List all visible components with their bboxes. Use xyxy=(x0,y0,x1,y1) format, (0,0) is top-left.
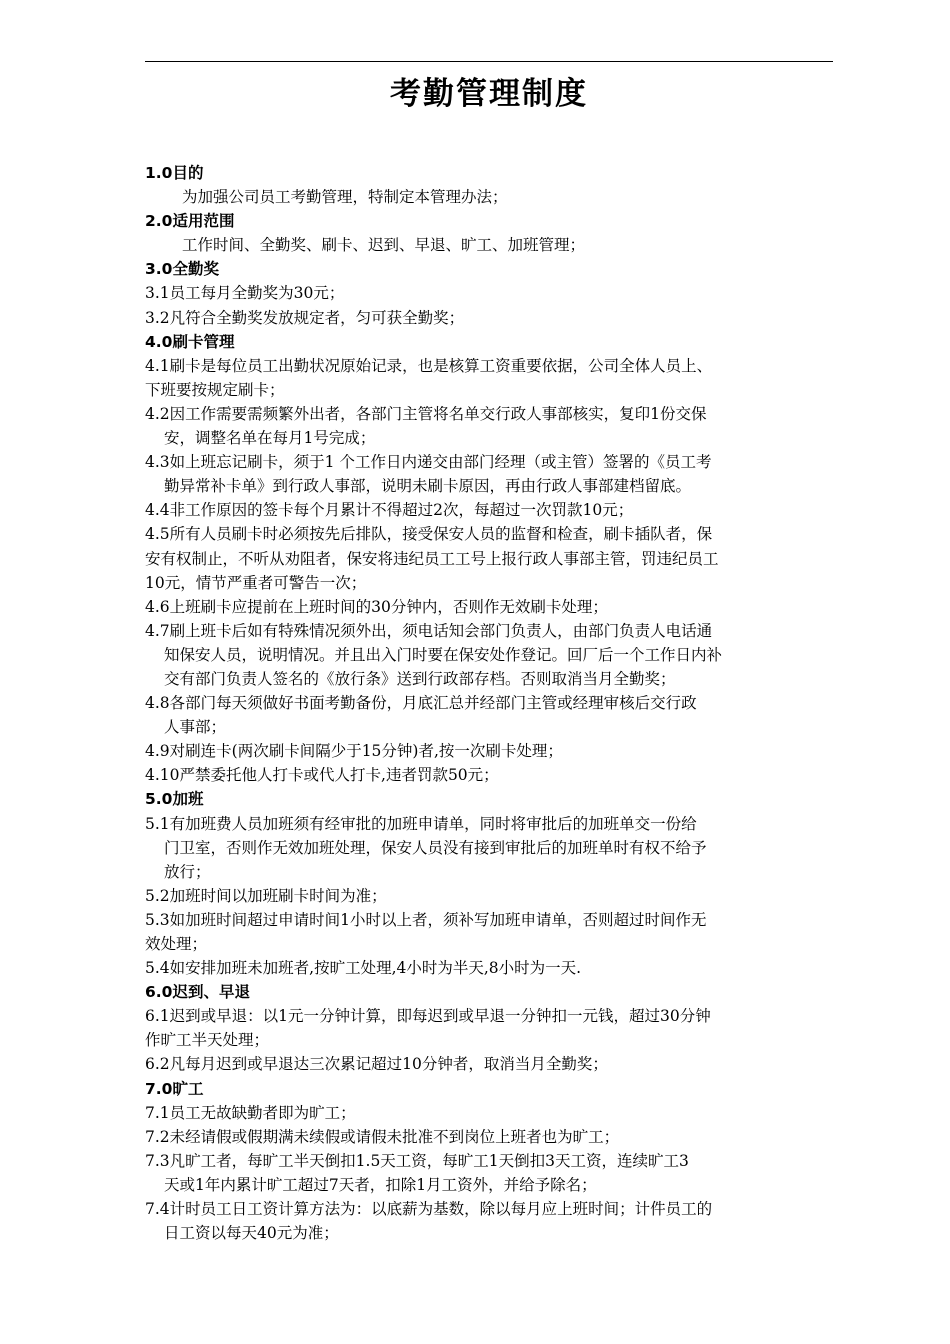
clause-line: 4.7刷上班卡后如有特殊情况须外出，须电话知会部门负责人，由部门负责人电话通 xyxy=(145,621,713,640)
section-heading: 3.0全勤奖 xyxy=(145,260,219,279)
clause-line: 4.3如上班忘记刷卡，须于1 个工作日内递交由部门经理（或主管）签署的《员工考 xyxy=(145,453,712,472)
clause-line: 4.8各部门每天须做好书面考勤备份，月底汇总并经部门主管或经理审核后交行政 xyxy=(145,694,697,713)
document-title: 考勤管理制度 xyxy=(390,76,588,112)
clause-line: 7.2未经请假或假期满未续假或请假未批准不到岗位上班者也为旷工； xyxy=(145,1127,620,1146)
clause-line: 作旷工半天处理； xyxy=(145,1031,270,1050)
clause-continuation-line: 勤异常补卡单》到行政人事部，说明未刷卡原因，再由行政人事部建档留底。 xyxy=(164,477,692,496)
clause-line: 下班要按规定刷卡； xyxy=(145,380,285,399)
clause-continuation-line: 人事部； xyxy=(164,718,227,737)
clause-continuation-line: 门卫室，否则作无效加班处理，保安人员没有接到审批后的加班单时有权不给予 xyxy=(164,838,707,857)
clause-line: 4.5所有人员刷卡时必须按先后排队，接受保安人员的监督和检查，刷卡插队者，保 xyxy=(145,525,713,544)
section-heading: 5.0加班 xyxy=(145,790,204,809)
clause-line: 安有权制止，不听从劝阻者，保安将违纪员工工号上报行政人事部主管，罚违纪员工 xyxy=(145,549,719,568)
clause-line: 4.1刷卡是每位员工出勤状况原始记录，也是核算工资重要依据，公司全体人员上、 xyxy=(145,356,713,375)
clause-line: 7.4计时员工日工资计算方法为：以底薪为基数，除以每月应上班时间；计件员工的 xyxy=(145,1200,713,1219)
section-heading: 4.0刷卡管理 xyxy=(145,332,235,351)
section-heading: 7.0旷工 xyxy=(145,1079,204,1098)
clause-line: 7.1员工无故缺勤者即为旷工； xyxy=(145,1103,356,1122)
clause-line: 5.2加班时间以加班刷卡时间为准； xyxy=(145,886,387,905)
clause-line: 4.4非工作原因的签卡每个月累计不得超过2次，每超过一次罚款10元； xyxy=(145,501,634,520)
clause-line: 4.2因工作需要需频繁外出者，各部门主管将名单交行政人事部核实，复印1份交保 xyxy=(145,404,707,423)
clause-line: 10元，情节严重者可警告一次； xyxy=(145,573,367,592)
paragraph-line: 工作时间、全勤奖、刷卡、迟到、早退、旷工、加班管理； xyxy=(182,236,586,255)
clause-line: 效处理； xyxy=(145,935,208,953)
clause-line: 3.2凡符合全勤奖发放规定者，匀可获全勤奖； xyxy=(145,308,465,327)
paragraph-line: 为加强公司员工考勤管理，特制定本管理办法； xyxy=(182,188,508,207)
clause-continuation-line: 交有部门负责人签名的《放行条》送到行政部存档。否则取消当月全勤奖； xyxy=(164,669,676,688)
section-heading: 1.0目的 xyxy=(145,164,204,182)
clause-line: 5.1有加班费人员加班须有经审批的加班申请单，同时将审批后的加班单交一份给 xyxy=(145,814,697,833)
document-body xyxy=(145,161,835,1245)
header-rule xyxy=(145,61,833,62)
clause-line: 5.3如加班时间超过申请时间1小时以上者，须补写加班申请单，否则超过时间作无 xyxy=(145,910,707,929)
clause-line: 4.6上班刷卡应提前在上班时间的30分钟内，否则作无效刷卡处理； xyxy=(145,597,608,616)
clause-continuation-line: 放行； xyxy=(164,862,211,881)
clause-continuation-line: 安，调整名单在每月1号完成； xyxy=(164,429,376,448)
clause-continuation-line: 日工资以每天40元为准； xyxy=(164,1224,339,1243)
clause-line: 4.9对刷连卡(两次刷卡间隔少于15分钟)者,按一次刷卡处理； xyxy=(145,742,563,761)
clause-line: 4.10严禁委托他人打卡或代人打卡,违者罚款50元； xyxy=(145,766,499,785)
clause-continuation-line: 天或1年内累计旷工超过7天者，扣除1月工资外，并给予除名； xyxy=(164,1175,597,1194)
clause-line: 6.2凡每月迟到或早退达三次累记超过10分钟者，取消当月全勤奖； xyxy=(145,1055,608,1074)
clause-line: 3.1员工每月全勤奖为30元； xyxy=(145,284,345,303)
clause-line: 6.1迟到或早退：以1元一分钟计算，即每迟到或早退一分钟扣一元钱，超过30分钟 xyxy=(145,1007,711,1026)
clause-line: 7.3凡旷工者，每旷工半天倒扣1.5天工资，每旷工1天倒扣3天工资，连续旷工3 xyxy=(145,1151,689,1170)
clause-line: 5.4如安排加班未加班者,按旷工处理,4小时为半天,8小时为一天. xyxy=(145,959,582,978)
clause-continuation-line: 知保安人员，说明情况。并且出入门时要在保安处作登记。回厂后一个工作日内补 xyxy=(164,645,723,664)
section-heading: 6.0迟到、早退 xyxy=(145,983,250,1002)
section-heading: 2.0适用范围 xyxy=(145,212,235,231)
